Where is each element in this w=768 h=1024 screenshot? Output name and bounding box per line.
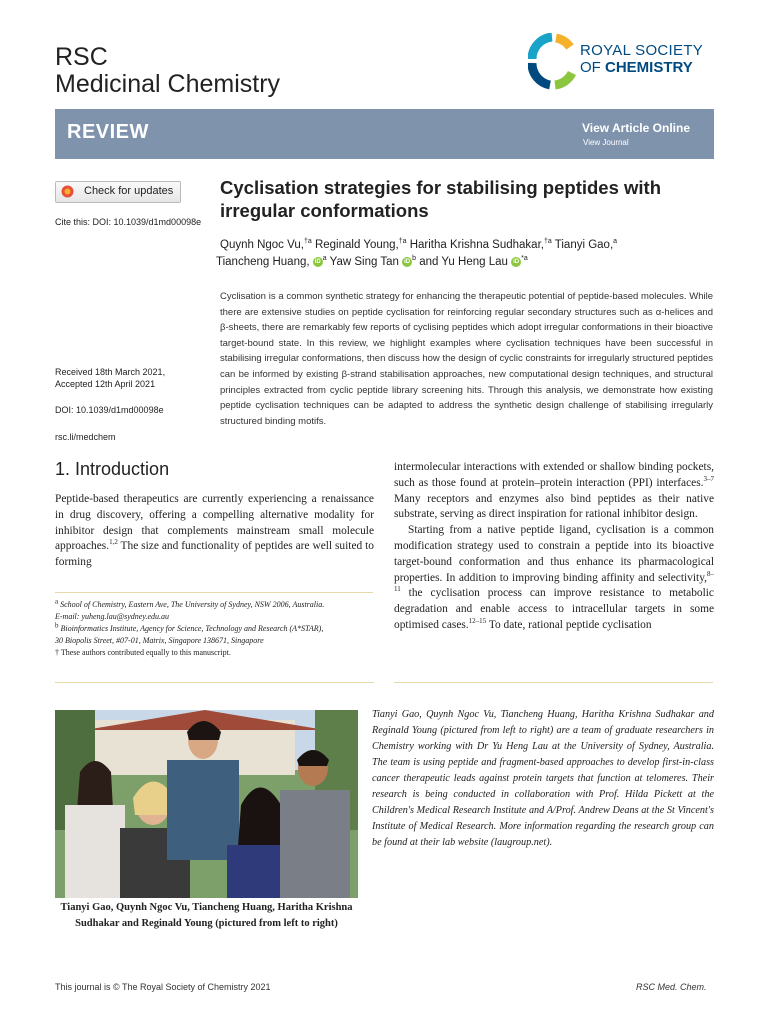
intro-column-1: Peptide-based therapeutics are currently experiencing a renaissance in drug discovery, offering a compelling alternative modality for inhibitor design that complements mainstream small molecule approaches.$^{1,2}$ The size and functionality of peptides are well suited to forming [55, 493, 374, 569]
divider [55, 682, 374, 683]
team-photo [55, 710, 358, 898]
article-title: Cyclisation strategies for stabilising peptides with irregular conformations [220, 177, 662, 221]
check-for-updates-label: Check for updates [84, 185, 174, 197]
accepted-date: Accepted 12th April 2021 [55, 379, 156, 389]
author[interactable]: Reginald Young,$^{\dagger a}$ [311, 238, 407, 251]
author[interactable]: and Yu Heng Lau iD $^{*a}$ [416, 255, 528, 268]
rsc-logo[interactable] [528, 33, 718, 91]
footer-journal: RSC Med. Chem. [636, 982, 707, 992]
view-article-online-link[interactable]: View Article Online [581, 121, 690, 135]
citation-ref[interactable]: 12–15 [468, 617, 487, 626]
divider [394, 682, 713, 683]
article-type: REVIEW [67, 121, 149, 143]
author-bio: Tianyi Gao, Quynh Ngoc Vu, Tiancheng Huang, Haritha Krishna Sudhakar and Reginald Young (pictured from left to right) are a team of graduate researchers in Chemistry working with Dr Yu Heng Lau at the University of Sydney, Australia. The team is using peptide and fragment-based approaches to develop first-in-class cancer therapeutic leads against protein targets that function at telomeres. Their research is being conducted in collaboration with Prof. Hilda Pickett at the Children's Medical Research Institute and A/Prof. Andrew Deans at the St Vincent's Institute of Medical Research. More information regarding the research group can be found at their lab website (laugroup.net). [372, 709, 714, 848]
paragraph: intermolecular interactions with extended or shallow binding pockets, such as those found at protein–protein interaction (PPI) interfaces.$^{3-7}$ Many receptors and enzymes also bind peptides as their native substrate, serving as direct inspiration for rational inhibitor design. [394, 461, 714, 521]
author[interactable]: Quynh Ngoc Vu,$^{\dagger a}$ [220, 238, 312, 251]
view-journal-link[interactable]: View Journal [583, 138, 629, 147]
footnote-a: $^a$ School of Chemistry, Eastern Ave, The University of Sydney, NSW 2006, Australia. [55, 597, 325, 609]
abstract: Cyclisation is a common synthetic strategy for enhancing the therapeutic potential of peptide-based molecules. While there are extensive studies on peptide cyclisation for reinforcing regular secondary structures such as α-helices and β-sheets, there are remarkably few reports of cyclising peptides which adopt irregular conformations in their bioactive target-bound state. In this review, we highlight examples where cyclisation techniques have been successful in stabilising irregular conformations, then discuss how the design of cyclic constraints for irregularly structured peptides can be informed by existing β-strand stabilisation approaches, new computational design techniques, and structural principles extracted from cyclic peptide library screening hits. Through this analysis, we demonstrate how existing peptide cyclisation techniques can be adapted to address the synthetic design challenge of stabilising irregularly structured binding motifs. [220, 291, 713, 427]
rsc-logo-mark-icon [528, 33, 576, 91]
author[interactable]: Tiancheng Huang, iD $^a$ [216, 255, 327, 268]
footnote-divider [55, 592, 373, 593]
footnote-b: $^b$ Bioinformatics Institute, Agency for Science, Technology and Research (A*STAR), [55, 621, 324, 633]
journal-title-line1: RSC [55, 43, 108, 71]
author[interactable]: Haritha Krishna Sudhakar,$^{\dagger a}$ [406, 238, 552, 251]
journal-title-line2: Medicinal Chemistry [55, 70, 281, 98]
footnote-dagger: † These authors contributed equally to this manuscript. [55, 648, 231, 657]
cite-this: Cite this: DOI: 10.1039/d1md00098e [55, 217, 202, 227]
author[interactable]: Tianyi Gao,$^a$ [551, 238, 618, 251]
footnotes [55, 599, 380, 659]
orcid-icon[interactable]: iD [513, 258, 520, 265]
footnote-b-address: 30 Biopolis Street, #07-01, Matrix, Singapore 138671, Singapore [55, 636, 264, 645]
intro-column-2 [394, 460, 714, 634]
doi: DOI: 10.1039/d1md00098e [55, 405, 164, 415]
check-for-updates-button[interactable] [55, 181, 181, 203]
section-heading-introduction: 1. Introduction [55, 459, 170, 479]
check-updates-icon [61, 185, 74, 198]
orcid-icon[interactable]: iD [404, 258, 411, 265]
rsc-logo-line2: OF CHEMISTRY [580, 59, 693, 76]
team-photo-image [55, 710, 358, 898]
journal-title [55, 44, 280, 98]
rsc-logo-line1: ROYAL SOCIETY [580, 42, 704, 59]
citation-ref[interactable]: 3–7 [703, 475, 714, 483]
footnote-email[interactable]: E-mail: yuheng.lau@sydney.edu.au [55, 612, 169, 621]
photo-caption: Tianyi Gao, Quynh Ngoc Vu, Tiancheng Huang, Haritha Krishna Sudhakar and Reginald Young (pictured from left to right) [60, 902, 353, 929]
journal-url-link[interactable]: rsc.li/medchem [55, 432, 116, 442]
paragraph: Starting from a native peptide ligand, cyclisation is a common modification strategy used to constrain a peptide into its bioactive target-bound conformation and thus enhance its pharmacological properties. In addition to improving binding affinity and selectivity,$^{8-11}$ the cyclisation process can improve resistance to metabolic degradation and enable access to intracellular targets in some optimised cases.$^{12-15}$ To date, rational peptide cyclisation [394, 524, 714, 631]
footer-copyright: This journal is © The Royal Society of Chemistry 2021 [55, 982, 271, 992]
orcid-icon[interactable]: iD [314, 258, 321, 265]
citation-ref[interactable]: 1,2 [109, 538, 118, 547]
received-date: Received 18th March 2021, [55, 367, 166, 377]
citation-ref[interactable]: 8–11 [394, 569, 714, 594]
author[interactable]: Yaw Sing Tan iD $^b$ [326, 255, 417, 268]
author-list [216, 237, 720, 271]
article-type-banner [55, 109, 714, 159]
